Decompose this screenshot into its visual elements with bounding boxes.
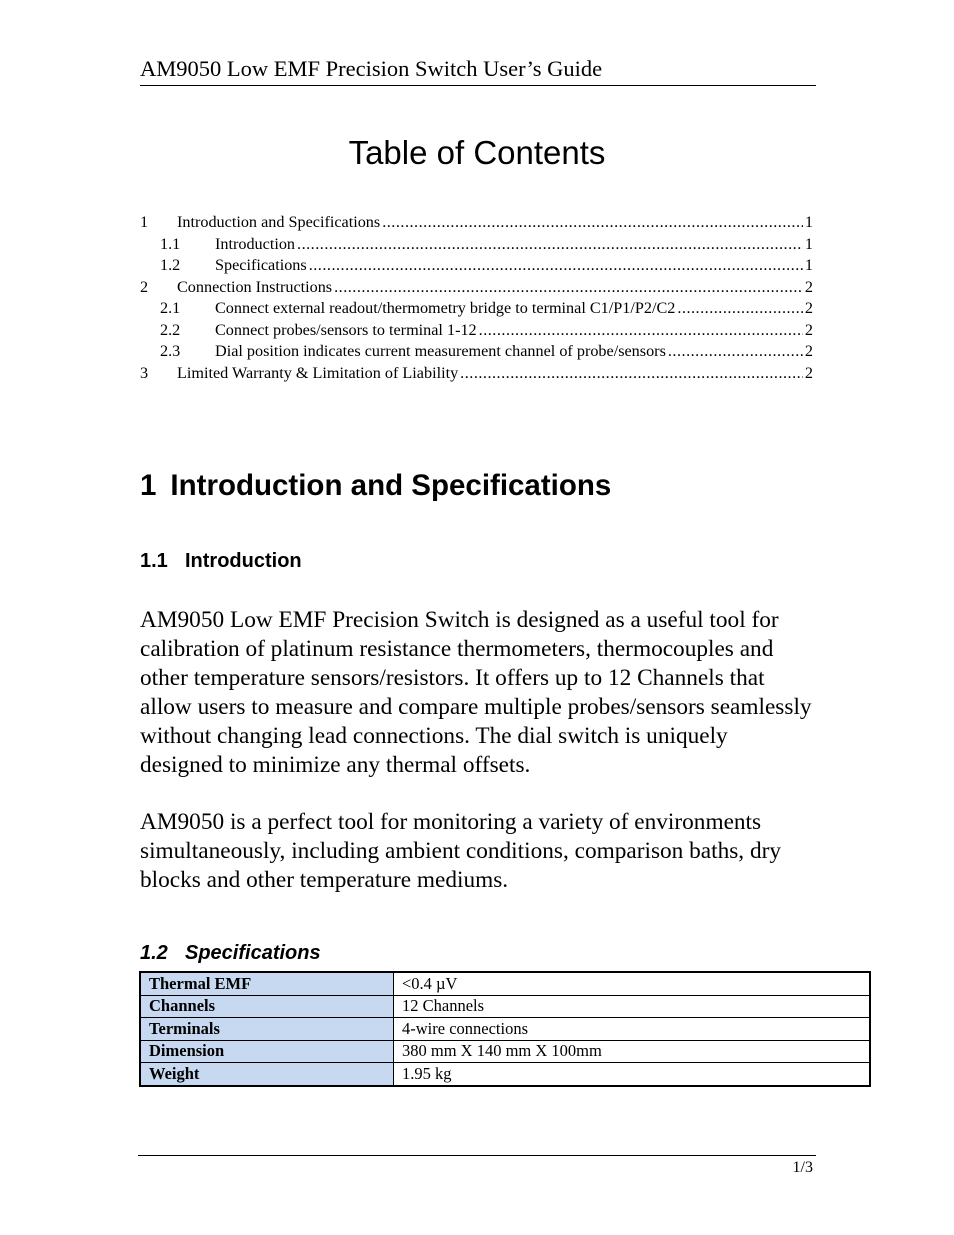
- subsection-title: Introduction: [185, 550, 302, 572]
- spec-value: 1.95 kg: [394, 1063, 871, 1086]
- toc-entry-1-1[interactable]: [140, 234, 813, 256]
- toc-leader-dots: [297, 234, 803, 256]
- toc-entry-page: 2: [804, 277, 813, 296]
- toc-entry-number: 2.3: [160, 342, 181, 360]
- toc-entry-text: Dial position indicates current measurement channel of probe/sensors: [215, 342, 666, 360]
- toc-entry-2-2[interactable]: [140, 320, 813, 342]
- toc-entry-number: 3: [140, 363, 149, 382]
- toc-leader-dots: [309, 255, 803, 277]
- subsection-heading-1-1: [140, 548, 302, 574]
- table-of-contents: [140, 212, 813, 384]
- spec-label: Weight: [140, 1063, 394, 1086]
- table-row: [140, 972, 870, 995]
- toc-entry-number: 2.1: [160, 299, 181, 317]
- intro-paragraph-1: AM9050 Low EMF Precision Switch is designed as a useful tool for calibration of platinum resistance thermometers, thermocouples and other temperature sensors/resistors. It offers up to 12 Channels that allow users to measure and compare multiple probes/sensors seamlessly without changing lead connections. The dial switch is uniquely designed to minimize any thermal offsets.: [140, 607, 812, 778]
- spec-value: <0.4 µV: [394, 972, 871, 995]
- subsection-heading-1-2: [140, 940, 321, 966]
- toc-entry-page: 2: [804, 363, 813, 382]
- toc-leader-dots: [382, 212, 803, 234]
- intro-paragraph-2: AM9050 is a perfect tool for monitoring a variety of environments simultaneously, including ambient conditions, comparison baths, dry blocks and other temperature mediums.: [140, 809, 782, 893]
- spec-value: 4-wire connections: [394, 1018, 871, 1041]
- toc-entry-page: 1: [804, 256, 813, 274]
- subsection-number: 1.2: [140, 942, 168, 964]
- specifications-table: [139, 971, 871, 1087]
- header-title: AM9050 Low EMF Precision Switch User’s Guide: [140, 56, 603, 81]
- toc-entry-page: 1: [804, 234, 813, 253]
- toc-entry-page: 2: [804, 342, 813, 360]
- toc-entry-text: Connect external readout/thermometry bridge to terminal C1/P1/P2/C2: [215, 299, 676, 317]
- subsection-title: Specifications: [185, 942, 321, 964]
- spec-value: 12 Channels: [394, 995, 871, 1018]
- toc-title: Table of Contents: [348, 134, 606, 171]
- toc-entry-page: 1: [804, 213, 813, 231]
- toc-leader-dots: [334, 277, 803, 299]
- toc-entry-3[interactable]: [140, 363, 813, 385]
- spec-label: Channels: [140, 995, 394, 1018]
- running-header: [140, 55, 816, 86]
- table-row: [140, 1063, 870, 1086]
- toc-entry-text: Introduction and Specifications: [177, 213, 381, 231]
- page-number: 1/3: [792, 1159, 813, 1176]
- toc-entry-number: 1.2: [160, 256, 181, 274]
- spec-label: Thermal EMF: [140, 972, 394, 995]
- footer-divider: [138, 1155, 816, 1156]
- toc-entry-text: Connection Instructions: [177, 277, 333, 296]
- table-row: [140, 995, 870, 1018]
- toc-entry-number: 1: [140, 213, 149, 231]
- toc-leader-dots: [460, 363, 803, 385]
- section-number: 1: [140, 469, 157, 502]
- section-title: Introduction and Specifications: [170, 469, 612, 502]
- toc-entry-2-3[interactable]: [140, 341, 813, 363]
- toc-leader-dots: [677, 298, 803, 320]
- toc-entry-2-1[interactable]: [140, 298, 813, 320]
- toc-entry-page: 2: [804, 299, 813, 317]
- toc-leader-dots: [479, 320, 803, 342]
- section-heading-1: [140, 466, 611, 506]
- toc-entry-number: 2: [140, 277, 149, 296]
- spec-label: Dimension: [140, 1040, 394, 1063]
- spec-label: Terminals: [140, 1018, 394, 1041]
- toc-entry-text: Connect probes/sensors to terminal 1-12: [215, 320, 477, 339]
- toc-leader-dots: [668, 341, 803, 363]
- toc-entry-1[interactable]: [140, 212, 813, 234]
- table-row: [140, 1018, 870, 1041]
- toc-entry-number: 2.2: [160, 320, 181, 339]
- table-row: [140, 1040, 870, 1063]
- toc-entry-text: Introduction: [215, 234, 296, 253]
- toc-entry-1-2[interactable]: [140, 255, 813, 277]
- toc-entry-page: 2: [804, 320, 813, 339]
- toc-entry-text: Limited Warranty & Limitation of Liability: [177, 363, 459, 382]
- subsection-number: 1.1: [140, 550, 168, 572]
- toc-entry-2[interactable]: [140, 277, 813, 299]
- toc-entry-text: Specifications: [215, 256, 307, 274]
- spec-value: 380 mm X 140 mm X 100mm: [394, 1040, 871, 1063]
- toc-entry-number: 1.1: [160, 234, 181, 253]
